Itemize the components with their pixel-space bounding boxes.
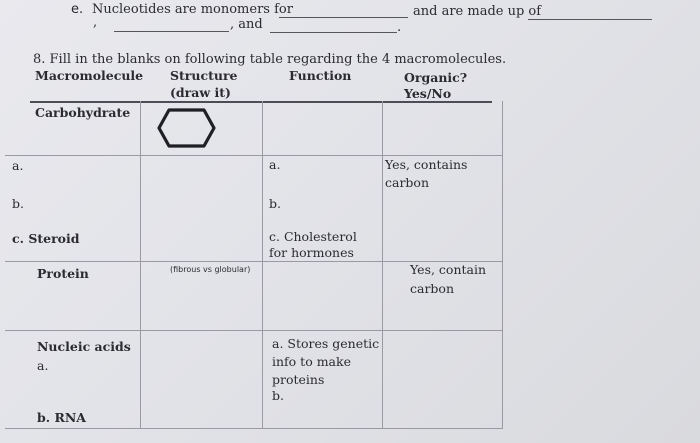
table-header-rule <box>30 101 492 103</box>
cell-b: b. <box>12 196 24 211</box>
cell-function-nucleic-1: a. Stores genetic <box>272 336 380 351</box>
question-e-prefix: e. <box>71 2 84 17</box>
header-function: Function <box>289 68 352 83</box>
question-e-text: Nucleotides are monomers for <box>92 2 293 17</box>
row-line-3 <box>5 330 503 331</box>
question-e-period: . <box>397 20 402 35</box>
cell-function-nucleic-3: proteins <box>272 372 325 387</box>
cell-function-b: b. <box>269 196 281 211</box>
cell-function-steroid-2: for hormones <box>269 245 354 260</box>
header-organic-sub: Yes/No <box>404 86 452 101</box>
header-macromolecule: Macromolecule <box>35 68 144 83</box>
col-line-1 <box>140 101 141 428</box>
header-structure-sub: (draw it) <box>170 85 231 100</box>
col-line-2 <box>262 101 263 428</box>
question-e-text-b: and are made up of <box>413 4 542 19</box>
blank-line-3[interactable] <box>114 31 229 32</box>
question-8-title: 8. Fill in the blanks on following table regarding the 4 macromolecules. <box>33 52 507 67</box>
col-line-4 <box>502 101 503 428</box>
cell-nucleic-a: a. <box>37 358 49 373</box>
question-e-and: , and <box>230 17 263 32</box>
header-structure: Structure <box>170 68 238 83</box>
cell-carbohydrate-a: a. <box>12 158 24 173</box>
cell-steroid: c. Steroid <box>12 231 80 246</box>
cell-function-a: a. <box>269 157 281 172</box>
cell-carbohydrate: Carbohydrate <box>35 105 131 120</box>
blank-line-1[interactable] <box>279 17 408 18</box>
row-line-1 <box>5 155 503 156</box>
col-line-3 <box>382 101 383 428</box>
blank-line-2[interactable] <box>528 19 652 20</box>
cell-organic-carbohydrate-2: carbon <box>385 175 430 190</box>
cell-structure-protein-note: (fibrous vs globular) <box>170 265 251 274</box>
hexagon-structure-drawing <box>157 106 217 150</box>
header-organic: Organic? <box>404 70 468 85</box>
question-e-comma: , <box>93 15 98 30</box>
cell-organic-protein-2: carbon <box>410 281 455 296</box>
cell-function-nucleic-2: info to make <box>272 354 351 369</box>
cell-nucleic-acids: Nucleic acids <box>37 339 131 354</box>
cell-organic-protein: Yes, contain <box>410 262 487 277</box>
row-line-bottom <box>5 428 503 429</box>
blank-line-4[interactable] <box>270 32 397 33</box>
cell-protein: Protein <box>37 266 89 281</box>
cell-nucleic-rna: b. RNA <box>37 410 86 425</box>
cell-function-nucleic-4: b. <box>272 388 284 403</box>
cell-organic-carbohydrate: Yes, contains <box>385 157 468 172</box>
cell-function-steroid: c. Cholesterol <box>269 229 357 244</box>
